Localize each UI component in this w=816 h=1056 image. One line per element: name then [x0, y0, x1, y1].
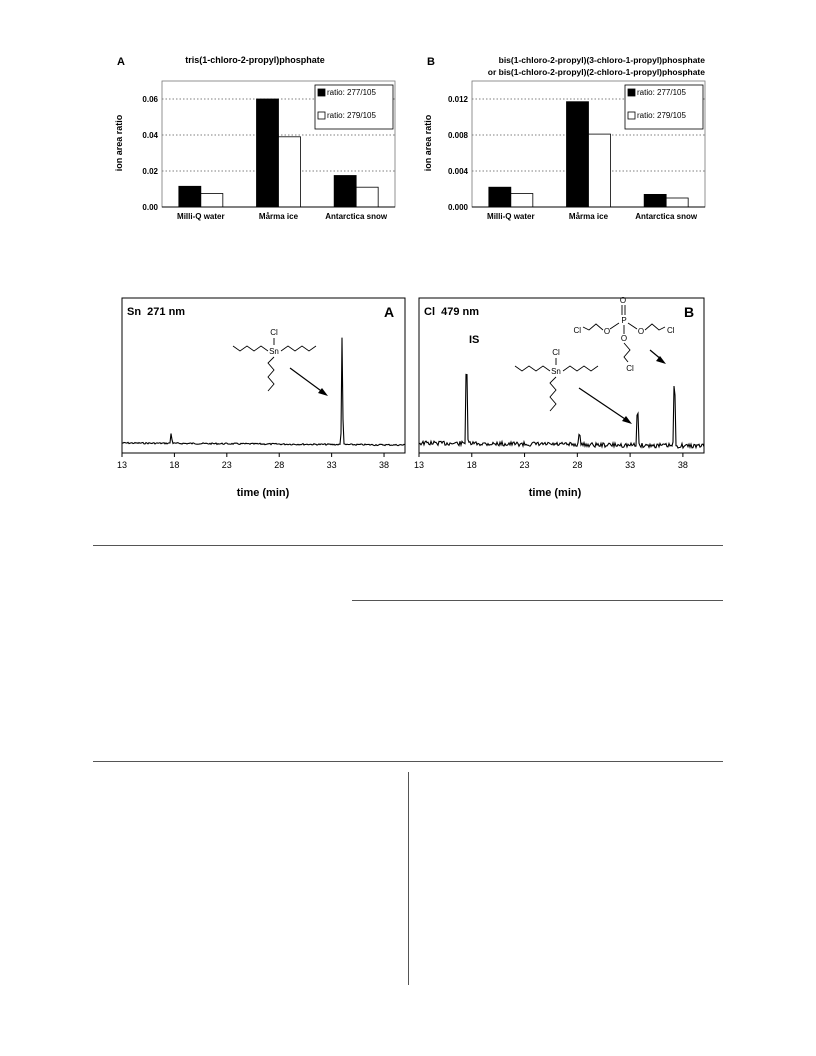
cl-atom-label-a: Cl	[270, 328, 278, 337]
chromatogram-b-x-axis	[414, 453, 688, 470]
panel-b-title-line1: bis(1-chloro-2-propyl)(3-chloro-1-propyl)phosphate	[498, 55, 705, 65]
chromatogram-figure	[0, 290, 816, 510]
o-atom-label-left: O	[603, 327, 611, 336]
bar-a-bar	[179, 186, 201, 207]
panel-a-ylabel: ion area ratio	[114, 114, 124, 172]
bar-a-bar	[334, 176, 356, 208]
chromatogram-a-label: A	[384, 304, 395, 320]
bar-a-y-tick-label: 0.02	[142, 167, 158, 176]
o-atom-label-bottom: O	[620, 334, 628, 343]
bar-b-bar	[567, 102, 589, 207]
bar-chart-a	[142, 81, 395, 221]
bar-b-legend-label: ratio: 279/105	[637, 111, 686, 120]
bar-a-bar	[201, 194, 223, 208]
table-header-rule	[352, 600, 723, 601]
table-top-rule	[93, 545, 723, 546]
bar-a-category-label: Milli-Q water	[177, 212, 225, 221]
chrom-b-x-tick-label: 28	[572, 460, 583, 470]
bar-b-bar	[666, 198, 688, 207]
chromatogram-a-x-axis	[117, 453, 389, 470]
o-atom-label-right: O	[637, 327, 645, 336]
chromatogram-a-channel: Sn 271 nm	[127, 306, 186, 318]
chromatogram-b-xlabel: time (min)	[528, 487, 582, 499]
chrom-a-x-tick-label: 38	[379, 460, 390, 470]
chrom-a-x-tick-label: 28	[274, 460, 285, 470]
bar-a-category-label: Antarctica snow	[325, 212, 388, 221]
bar-a-y-tick-label: 0.00	[142, 203, 158, 212]
bar-a-bar	[279, 137, 301, 207]
bar-b-category-label: Milli-Q water	[487, 212, 535, 221]
panel-a-label: A	[117, 56, 125, 68]
panel-b-ylabel: ion area ratio	[423, 114, 433, 172]
chromatogram-a-frame	[122, 298, 405, 453]
bar-b-legend-label: ratio: 277/105	[637, 88, 686, 97]
chrom-a-x-tick-label: 13	[116, 460, 128, 470]
bar-a-legend-label: ratio: 277/105	[327, 88, 376, 97]
cl-atom-label-right: Cl	[667, 326, 675, 335]
chrom-b-x-tick-label: 23	[519, 460, 530, 470]
bar-a-legend-swatch	[318, 112, 325, 119]
bar-b-bar	[644, 194, 666, 207]
cl-atom-label-left: Cl	[573, 326, 581, 335]
bar-figure	[0, 0, 816, 240]
panel-b-label: B	[427, 56, 435, 68]
chrom-b-x-tick-label: 13	[413, 460, 425, 470]
bar-a-bar	[257, 99, 279, 207]
bar-b-category-label: Mårma ice	[568, 212, 609, 221]
table-bottom-rule	[93, 761, 723, 762]
internal-standard-label: IS	[469, 334, 480, 346]
chromatogram-b-channel: Cl 479 nm	[424, 306, 480, 318]
sn-atom-label-a: Sn	[269, 347, 279, 356]
cl-atom-label-b: Cl	[552, 348, 560, 357]
bar-b-y-tick-label: 0.008	[447, 131, 468, 140]
bar-a-legend-label: ratio: 279/105	[327, 111, 376, 120]
p-atom-label: P	[621, 316, 627, 325]
o-atom-label-top: O	[619, 296, 627, 305]
bar-a-bar	[356, 187, 378, 207]
panel-b-title-line2: or bis(1-chloro-2-propyl)(2-chloro-1-propyl)phosphate	[487, 67, 705, 77]
bar-b-bar	[511, 194, 533, 208]
sn-atom-label-b: Sn	[551, 367, 561, 376]
chrom-a-x-tick-label: 33	[326, 460, 337, 470]
bar-a-legend-swatch	[318, 89, 325, 96]
bar-b-bar	[489, 187, 511, 207]
bar-b-y-tick-label: 0.000	[447, 203, 468, 212]
column-divider	[408, 772, 409, 985]
cl-atom-label-bottom: Cl	[626, 364, 634, 373]
panel-a-title: tris(1-chloro-2-propyl)phosphate	[185, 55, 325, 65]
bar-a-category-label: Mårma ice	[258, 212, 299, 221]
bar-a-y-tick-label: 0.06	[142, 95, 158, 104]
chrom-b-x-tick-label: 18	[466, 460, 477, 470]
bar-b-category-label: Antarctica snow	[635, 212, 698, 221]
bar-b-legend-swatch	[628, 112, 635, 119]
chrom-b-x-tick-label: 38	[677, 460, 688, 470]
bar-a-y-tick-label: 0.04	[142, 131, 158, 140]
bar-b-y-tick-label: 0.004	[447, 167, 468, 176]
chrom-a-x-tick-label: 23	[221, 460, 232, 470]
bar-chart-b	[448, 81, 705, 221]
chromatogram-a-xlabel: time (min)	[236, 487, 290, 499]
bar-b-legend-swatch	[628, 89, 635, 96]
chrom-b-x-tick-label: 33	[625, 460, 636, 470]
bar-b-bar	[589, 134, 611, 207]
chrom-a-x-tick-label: 18	[169, 460, 180, 470]
bar-b-y-tick-label: 0.012	[447, 95, 468, 104]
chromatogram-b-label: B	[684, 304, 695, 320]
chromatogram-b-frame	[419, 298, 704, 453]
